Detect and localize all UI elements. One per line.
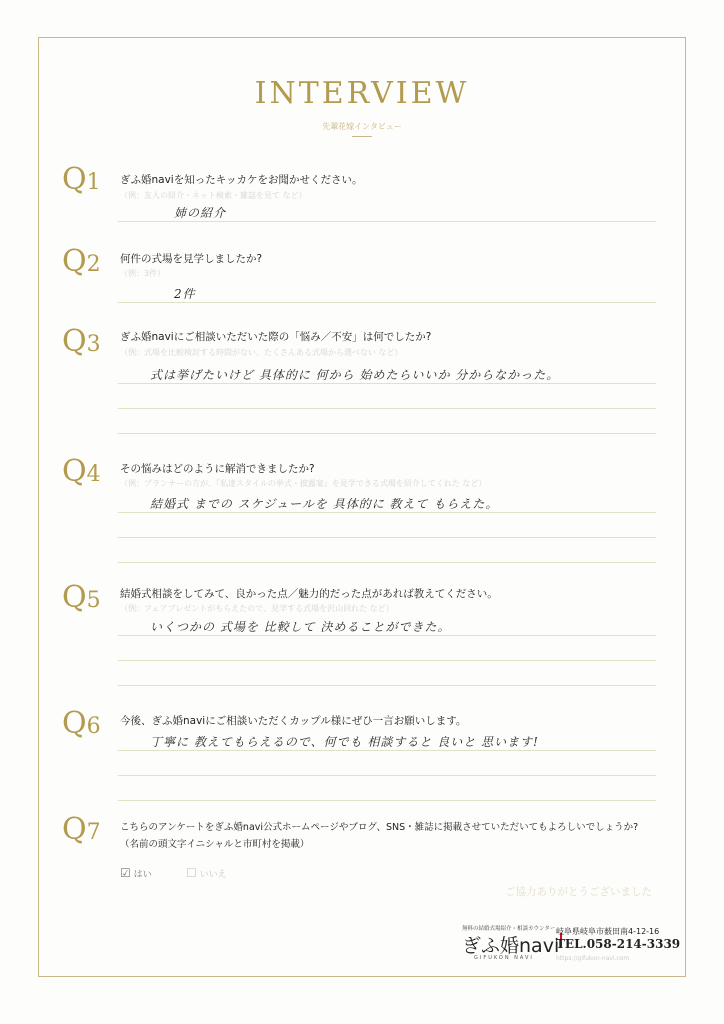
question-6-text: 今後、ぎふ婚naviにご相談いただくカップル様にぜひ一言お願いします。 bbox=[120, 715, 467, 727]
question-3-text: ぎふ婚naviにご相談いただいた際の「悩み／不安」は何でしたか? bbox=[120, 331, 432, 343]
question-3-hint: （例：式場を比較検討する時間がない、たくさんある式場から選べない など） bbox=[120, 348, 403, 357]
question-5-text: 結婚式相談をしてみて、良かった点／魅力的だった点があれば教えてください。 bbox=[120, 588, 498, 600]
consent-yes-label: はい bbox=[133, 870, 152, 880]
question-7-note: （名前の頭文字イニシャルと市町村を掲載） bbox=[120, 839, 310, 850]
answer-line bbox=[118, 660, 656, 661]
page-title: INTERVIEW bbox=[254, 76, 470, 111]
answer-line bbox=[118, 800, 656, 801]
answer-line bbox=[118, 221, 656, 222]
answer-line bbox=[118, 750, 656, 751]
logo-subtext: GIFUKON NAVI bbox=[474, 955, 534, 961]
footer-tagline: 無料の結婚式場紹介・相談カウンター bbox=[462, 926, 556, 932]
answer-4: 結婚式 までの スケジュールを 具体的に 教えて もらえた。 bbox=[150, 497, 499, 511]
answer-line bbox=[118, 537, 656, 538]
thanks-message: ご協力ありがとうございました bbox=[505, 886, 652, 898]
answer-5: いくつかの 式場を 比較して 決めることができた。 bbox=[150, 620, 451, 634]
question-1-hint: （例：友人の紹介・ネット検索・雑誌を見て など） bbox=[120, 191, 307, 200]
answer-6: 丁寧に 教えてもらえるので、何でも 相談すると 良いと 思います! bbox=[150, 735, 539, 749]
footer-tel: TEL.058-214-3339 bbox=[556, 937, 681, 951]
answer-line bbox=[118, 775, 656, 776]
answer-2: 2件 bbox=[174, 287, 196, 301]
question-number-6: Q6 bbox=[62, 706, 101, 741]
question-number-5: Q5 bbox=[62, 580, 101, 615]
logo-en: navi bbox=[519, 935, 560, 957]
subtitle-divider bbox=[352, 136, 372, 137]
question-number-2: Q2 bbox=[62, 244, 101, 279]
question-4-hint: （例：プランナーの方が、『私達スタイルの挙式・披露宴』を見学できる式場を紹介してくれた など） bbox=[120, 479, 487, 488]
footer-address: 岐阜県岐阜市薮田南4-12-16 bbox=[556, 927, 660, 936]
answer-line bbox=[118, 635, 656, 636]
question-7-text: こちらのアンケートをぎふ婚navi公式ホームページやブログ、SNS・雑誌に掲載させていただいてもよろしいでしょうか? bbox=[120, 822, 639, 833]
question-number-1: Q1 bbox=[62, 162, 101, 197]
checked-box-icon: ☑ bbox=[120, 866, 131, 880]
brand-logo bbox=[462, 931, 562, 958]
page-subtitle: 先輩花嫁インタビュー bbox=[322, 122, 402, 131]
logo-jp: ぎふ婚 bbox=[462, 935, 520, 957]
consent-no-label: いいえ bbox=[199, 870, 227, 880]
consent-yes-option[interactable] bbox=[120, 866, 152, 880]
question-2-text: 何件の式場を見学しましたか? bbox=[120, 253, 263, 265]
question-number-4: Q4 bbox=[62, 454, 101, 489]
answer-1: 姉の紹介 bbox=[174, 206, 227, 220]
answer-line bbox=[118, 302, 656, 303]
answer-line bbox=[118, 512, 656, 513]
consent-no-option[interactable] bbox=[186, 866, 227, 880]
answer-line bbox=[118, 685, 656, 686]
question-4-text: その悩みはどのように解消できましたか? bbox=[120, 463, 315, 475]
answer-line bbox=[118, 408, 656, 409]
question-5-hint: （例：フェアプレゼントがもらえたので、見学する式場を沢山回れた など） bbox=[120, 604, 394, 613]
answer-3: 式は挙げたいけど 具体的に 何から 始めたらいいか 分からなかった。 bbox=[150, 368, 560, 382]
answer-line bbox=[118, 433, 656, 434]
footer-url: https://gifukon-navi.com bbox=[556, 955, 630, 962]
question-number-3: Q3 bbox=[62, 324, 101, 359]
empty-box-icon: ☐ bbox=[186, 866, 197, 880]
question-number-7: Q7 bbox=[62, 812, 101, 847]
answer-line bbox=[118, 383, 656, 384]
question-2-hint: （例：3件） bbox=[120, 269, 166, 278]
answer-line bbox=[118, 562, 656, 563]
question-1-text: ぎふ婚naviを知ったキッカケをお聞かせください。 bbox=[120, 174, 363, 186]
